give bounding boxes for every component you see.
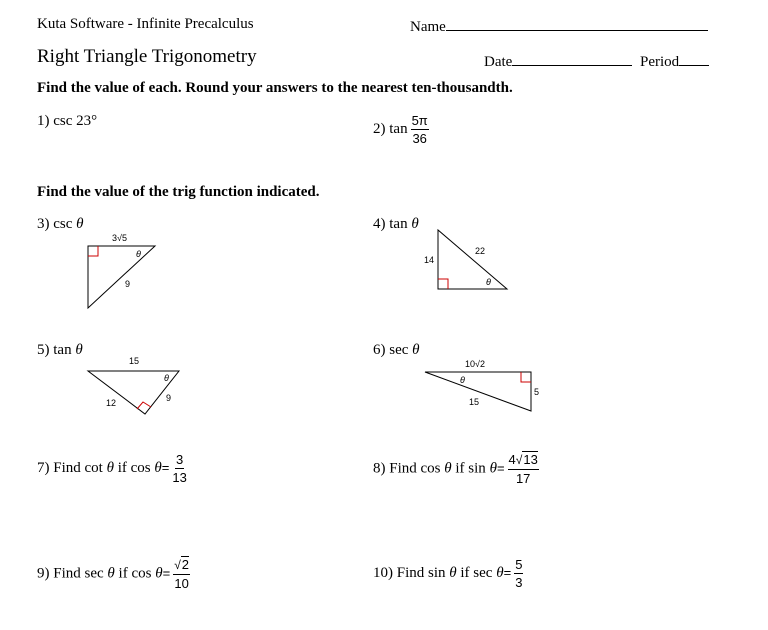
problem-1 [37,113,97,130]
problem-8 [373,452,539,486]
date-label: Date [484,54,513,70]
triangle-4-diagram [420,225,520,295]
triangle-6-label-right: 5 [534,387,540,397]
triangle-5-label-right: 9 [166,393,172,403]
date-field[interactable] [484,51,632,71]
problem-9-condition: if cos [118,565,152,582]
sqrt-icon: √ [515,453,523,467]
problem-10-prefix: Find sin [396,564,446,581]
problem-1-number: 1) [37,113,50,129]
theta-symbol: θ [444,460,452,477]
theta-symbol: θ [107,565,115,582]
triangle-4-label-left: 14 [424,255,435,265]
problem-4-number: 4) [373,216,386,232]
section-1-instructions: Find the value of each. Round your answers to the nearest ten-thousandth. [37,80,513,96]
problem-6 [373,342,420,359]
triangle-6-theta: θ [460,375,465,385]
triangle-6-label-top: 10√2 [465,359,485,369]
fraction-numerator: 5π [411,113,428,128]
right-angle-mark [438,279,448,289]
triangle-3-theta: θ [136,249,141,259]
problem-3 [37,216,84,233]
theta-symbol: θ [412,342,420,358]
problem-6-func: sec [389,342,409,358]
problem-7 [37,452,187,485]
triangle-4-theta: θ [486,277,491,287]
fraction-denominator: 10 [174,576,189,591]
problem-8-prefix: Find cos [389,460,441,477]
equals-sign: = [503,564,512,580]
problem-3-func: csc [53,216,73,232]
fraction-denominator: 3 [515,575,523,590]
problem-10 [373,557,523,590]
problem-9 [37,557,190,591]
problem-7-prefix: Find cot [53,459,103,476]
theta-symbol: θ [75,342,83,358]
theta-symbol: θ [496,564,504,581]
theta-symbol: θ [76,216,84,232]
radicand: 13 [523,452,538,467]
problem-9-fraction [173,557,190,591]
problem-7-number: 7) [37,459,50,476]
name-line[interactable] [446,16,708,31]
triangle-6-diagram [420,352,550,420]
triangle-5-diagram [85,352,185,420]
triangle-3-label-top: 3√5 [112,233,127,243]
problem-2-func: tan [389,120,408,137]
radical-coefficient: 4 [508,452,516,467]
problem-8-fraction [508,452,539,486]
period-label: Period [640,54,680,70]
fraction-numerator: 3 [175,452,184,467]
software-label: Kuta Software - Infinite Precalculus [37,16,254,32]
triangle-4-label-hyp: 22 [475,246,486,256]
equals-sign: = [162,565,171,581]
triangle-3-diagram [80,228,170,318]
theta-symbol: θ [489,460,497,477]
fraction-numerator [508,452,539,470]
right-angle-mark [521,372,531,382]
problem-9-prefix: Find sec [53,565,104,582]
problem-5-func: tan [53,342,72,358]
problem-10-fraction [514,557,523,590]
radicand: 2 [181,557,190,572]
problem-6-number: 6) [373,342,386,358]
problem-4 [373,216,419,233]
fraction-numerator [173,557,190,575]
problem-5 [37,342,83,359]
date-line[interactable] [512,51,632,66]
problem-4-func: tan [389,216,408,232]
right-angle-mark [137,402,151,409]
triangle-5-theta: θ [164,373,169,383]
problem-9-number: 9) [37,565,50,582]
problem-3-number: 3) [37,216,50,232]
theta-symbol: θ [106,459,114,476]
theta-symbol: θ [449,564,457,581]
fraction-denominator: 13 [172,470,187,485]
name-field[interactable] [410,16,708,36]
equals-sign: = [161,459,170,475]
problem-2 [373,113,429,146]
period-line[interactable] [679,51,709,66]
fraction-denominator: 17 [515,471,531,486]
problem-5-number: 5) [37,342,50,358]
problem-10-number: 10) [373,564,393,581]
theta-symbol: θ [154,459,162,476]
problem-8-condition: if sin [455,460,486,477]
problem-1-text: csc 23° [53,113,98,129]
right-angle-mark [88,246,98,256]
theta-symbol: θ [411,216,419,232]
section-2-instructions: Find the value of the trig function indicated. [37,184,320,200]
triangle-5-label-left: 12 [106,398,117,408]
problem-2-fraction [411,113,429,146]
problem-10-condition: if sec [460,564,493,581]
problem-8-number: 8) [373,460,386,477]
theta-symbol: θ [155,565,163,582]
period-field[interactable] [640,51,709,71]
triangle-5-label-top: 15 [129,356,140,366]
triangle-6-label-hyp: 15 [469,397,480,407]
name-label: Name [410,19,446,35]
fraction-numerator: 5 [515,557,523,572]
triangle-3-label-hyp: 9 [125,279,131,289]
page-title: Right Triangle Trigonometry [37,46,257,67]
fraction-denominator: 36 [412,131,427,146]
problem-2-number: 2) [373,120,386,137]
equals-sign: = [496,460,505,476]
problem-7-condition: if cos [117,459,151,476]
sqrt-icon: √ [174,558,181,572]
problem-7-fraction [172,452,186,485]
